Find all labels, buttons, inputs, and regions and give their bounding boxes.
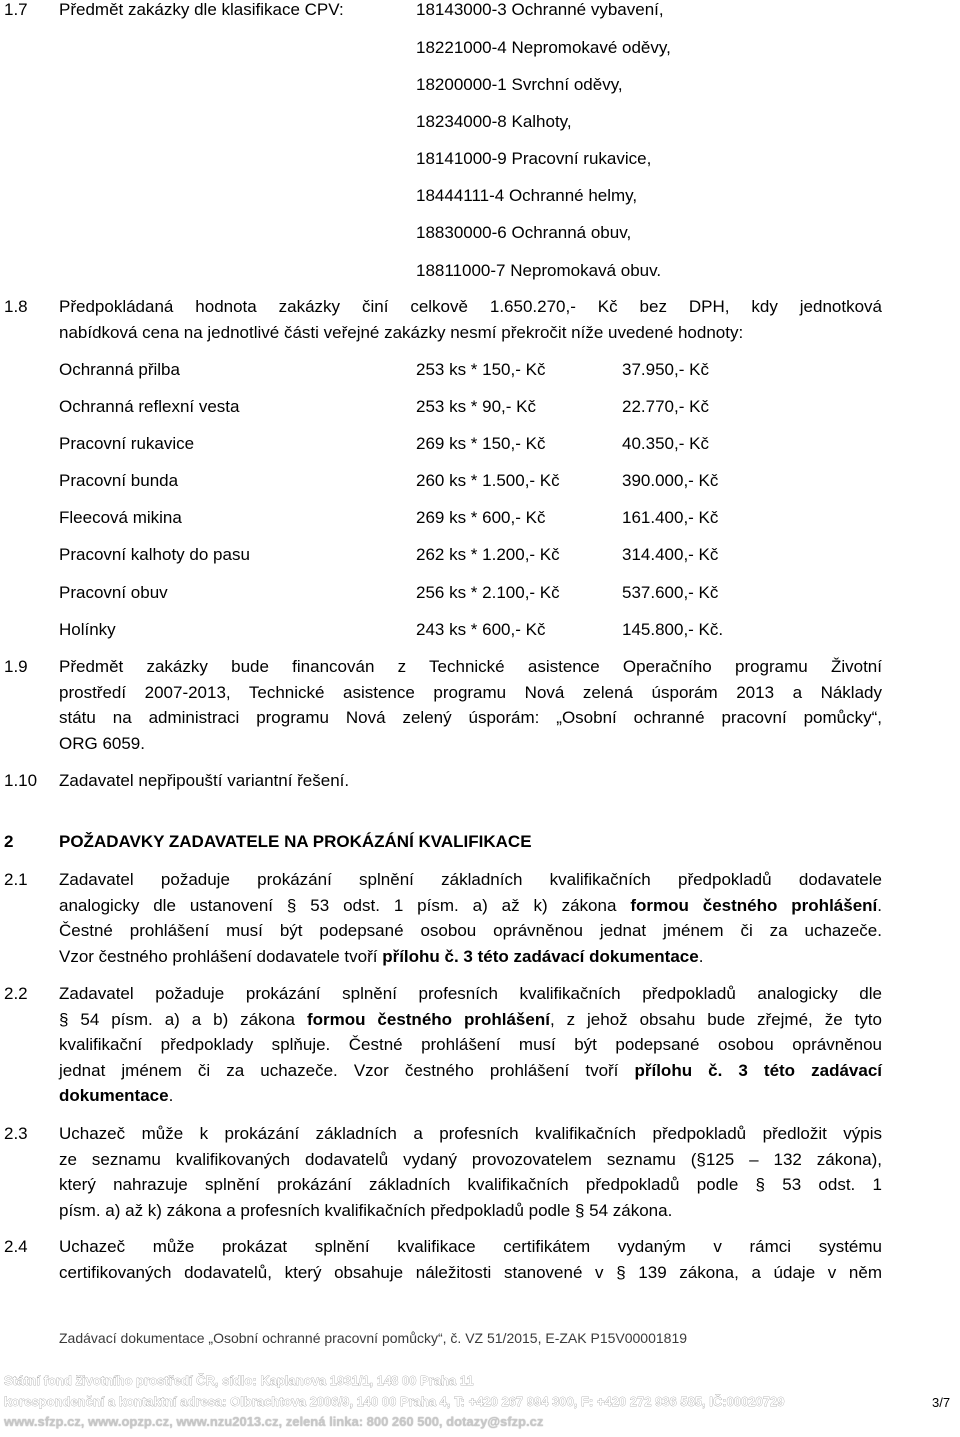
- section-heading: POŽADAVKY ZADAVATELE NA PROKÁZÁNÍ KVALIFIKACE: [59, 832, 532, 851]
- item-qty: 269 ks * 600,- Kč: [416, 508, 546, 527]
- item-name: Pracovní kalhoty do pasu: [59, 545, 250, 564]
- section-number: 1.10: [4, 771, 38, 790]
- item-name: Pracovní bunda: [59, 471, 179, 490]
- section-number: 1.9: [4, 657, 28, 676]
- footer-document-reference: Zadávací dokumentace „Osobní ochranné pracovní pomůcky“, č. VZ 51/2015, E-ZAK P15V00001819: [59, 1330, 688, 1346]
- value-paragraph-line: Předpokládaná hodnota zakázky činí celkově 1.650.270,- Kč bez DPH, kdy jednotková: [59, 297, 882, 316]
- cpv-label: Předmět zakázky dle klasifikace CPV:: [59, 0, 344, 19]
- item-total: 314.400,- Kč: [622, 545, 719, 564]
- item-qty: 269 ks * 150,- Kč: [416, 434, 546, 453]
- paragraph-line: ze seznamu kvalifikovaných dodavatelů vydaný provozovatelem seznamu (§125 – 132 zákona),: [59, 1149, 882, 1169]
- cpv-code: 18234000-8 Kalhoty,: [416, 112, 572, 131]
- paragraph-line: Uchazeč může prokázat splnění kvalifikace certifikátem vydaným v rámci systému: [59, 1237, 882, 1256]
- text-run: Vzor čestného prohlášení dodavatele tvoří: [59, 946, 383, 966]
- item-name: Pracovní rukavice: [59, 434, 195, 453]
- paragraph-line: Uchazeč může k prokázání základních a profesních kvalifikačních předpokladů předložit výpis: [59, 1124, 882, 1143]
- section-number: 1.8: [4, 297, 28, 316]
- section-number: 1.7: [4, 0, 28, 19]
- paragraph-2-1: [59, 867, 882, 969]
- item-name: Fleecová mikina: [59, 508, 182, 527]
- paragraph-line: státu na administraci programu Nová zelený úsporám: „Osobní ochranné pracovní pomůcky“,: [59, 708, 882, 727]
- bold-text: přílohu č. 3 této zadávací: [634, 1060, 883, 1080]
- item-total: 161.400,- Kč: [622, 508, 719, 527]
- item-total: 37.950,- Kč: [622, 360, 709, 379]
- text-run: .: [877, 895, 882, 915]
- paragraph-line: Čestné prohlášení musí být podepsané osobou oprávněnou jednat jménem či za uchazeče.: [59, 921, 882, 940]
- text-run: jednat jménem či za uchazeče. Vzor čestného prohlášení tvoří: [59, 1060, 635, 1080]
- item-qty: 262 ks * 1.200,- Kč: [416, 545, 560, 564]
- footer-contact-band: [0, 1367, 900, 1437]
- paragraph-line: [59, 1007, 882, 1033]
- item-total: 537.600,- Kč: [622, 583, 719, 602]
- bold-text: formou čestného prohlášení: [306, 1009, 550, 1029]
- footer-address-line: Státní fond životního prostředí ČR, sídlo: Kaplanova 1931/1, 148 00 Praha 11: [4, 1373, 474, 1388]
- paragraph-line: [59, 893, 882, 919]
- text-run: .: [698, 946, 704, 966]
- section-number: 2.3: [4, 1124, 28, 1143]
- bold-text: dokumentace: [59, 1086, 169, 1105]
- bold-text: přílohu č. 3 této zadávací dokumentace: [382, 946, 699, 966]
- paragraph-line: písm. a) až k) zákona a profesních kvalifikačních předpokladů podle § 54 zákona.: [59, 1200, 673, 1220]
- page-number: 3/7: [932, 1395, 951, 1410]
- text-run: .: [168, 1086, 174, 1105]
- text-run: analogicky dle ustanovení § 53 odst. 1 písm. a) až k) zákona: [59, 895, 631, 915]
- bold-text: formou čestného prohlášení: [630, 895, 878, 915]
- item-qty: 253 ks * 150,- Kč: [416, 360, 546, 379]
- paragraph-2-4: [59, 1234, 882, 1285]
- heading-number: 2: [4, 832, 14, 851]
- paragraph-line: [59, 1083, 882, 1109]
- section-number: 2.1: [4, 870, 28, 889]
- item-qty: 256 ks * 2.100,- Kč: [416, 583, 560, 602]
- funding-paragraph: [59, 654, 882, 756]
- cpv-code: 18444111-4 Ochranné helmy,: [416, 186, 638, 205]
- cpv-code: 18200000-1 Svrchní oděvy,: [416, 75, 623, 94]
- cpv-code: 18830000-6 Ochranná obuv,: [416, 223, 632, 242]
- paragraph-line: Předmět zakázky bude financován z Technické asistence Operačního programu Životní: [59, 657, 882, 676]
- cpv-code: 18221000-4 Nepromokavé oděvy,: [416, 38, 671, 57]
- text-run: , z jehož obsahu bude zřejmé, že tyto: [549, 1009, 882, 1029]
- cpv-code: 18141000-9 Pracovní rukavice,: [416, 149, 652, 168]
- paragraph-2-3: [59, 1121, 882, 1223]
- item-qty: 260 ks * 1.500,- Kč: [416, 471, 560, 490]
- value-paragraph-line: nabídková cena na jednotlivé části veřejné zakázky nesmí překročit níže uvedené hodnoty:: [59, 323, 744, 342]
- item-name: Ochranná reflexní vesta: [59, 397, 240, 416]
- paragraph-line: certifikovaných dodavatelů, který obsahuje náležitosti stanovené v § 139 zákona, a údaje v něm: [59, 1262, 882, 1282]
- paragraph-line: Zadavatel požaduje prokázání splnění profesních kvalifikačních předpokladů analogicky dle: [59, 984, 882, 1003]
- item-name: Holínky: [59, 620, 116, 639]
- item-total: 145.800,- Kč.: [622, 620, 724, 639]
- item-name: Ochranná přilba: [59, 360, 180, 379]
- paragraph-line: [59, 944, 882, 970]
- section-number: 2.4: [4, 1237, 28, 1256]
- footer-contact-line: korespondenční a kontaktní adresa: Olbrachtova 2006/9, 140 00 Praha 4, T: +420 267 994 300, F: +420 272 936 585, IČ:00020729: [4, 1394, 785, 1409]
- item-total: 22.770,- Kč: [622, 397, 709, 416]
- paragraph-line: kvalifikační předpoklady splňuje. Čestné prohlášení musí být podepsané osobou oprávněnou: [59, 1035, 882, 1054]
- item-qty: 243 ks * 600,- Kč: [416, 620, 546, 639]
- cpv-code: 18811000-7 Nepromokavá obuv.: [416, 261, 662, 280]
- item-qty: 253 ks * 90,- Kč: [416, 397, 537, 416]
- item-total: 40.350,- Kč: [622, 434, 709, 453]
- paragraph-line: Zadavatel požaduje prokázání splnění základních kvalifikačních předpokladů dodavatele: [59, 870, 882, 889]
- variant-text: Zadavatel nepřipouští variantní řešení.: [59, 771, 350, 790]
- item-name: Pracovní obuv: [59, 583, 168, 602]
- footer-web-line: www.sfzp.cz, www.opzp.cz, www.nzu2013.cz, zelená linka: 800 260 500, dotazy@sfzp.cz: [4, 1414, 544, 1429]
- paragraph-line: prostředí 2007-2013, Technické asistence programu Nová zelená úsporám 2013 a Náklady: [59, 682, 882, 702]
- cpv-code: 18143000-3 Ochranné vybavení,: [416, 0, 664, 19]
- text-run: § 54 písm. a) a b) zákona: [59, 1009, 307, 1029]
- paragraph-2-2: [59, 981, 882, 1109]
- paragraph-line: ORG 6059.: [59, 733, 145, 753]
- paragraph-line: [59, 1058, 882, 1084]
- section-number: 2.2: [4, 984, 28, 1003]
- paragraph-line: který nahrazuje splnění prokázání základních kvalifikačních předpokladů podle § 53 odst. 1: [59, 1175, 882, 1194]
- item-total: 390.000,- Kč: [622, 471, 719, 490]
